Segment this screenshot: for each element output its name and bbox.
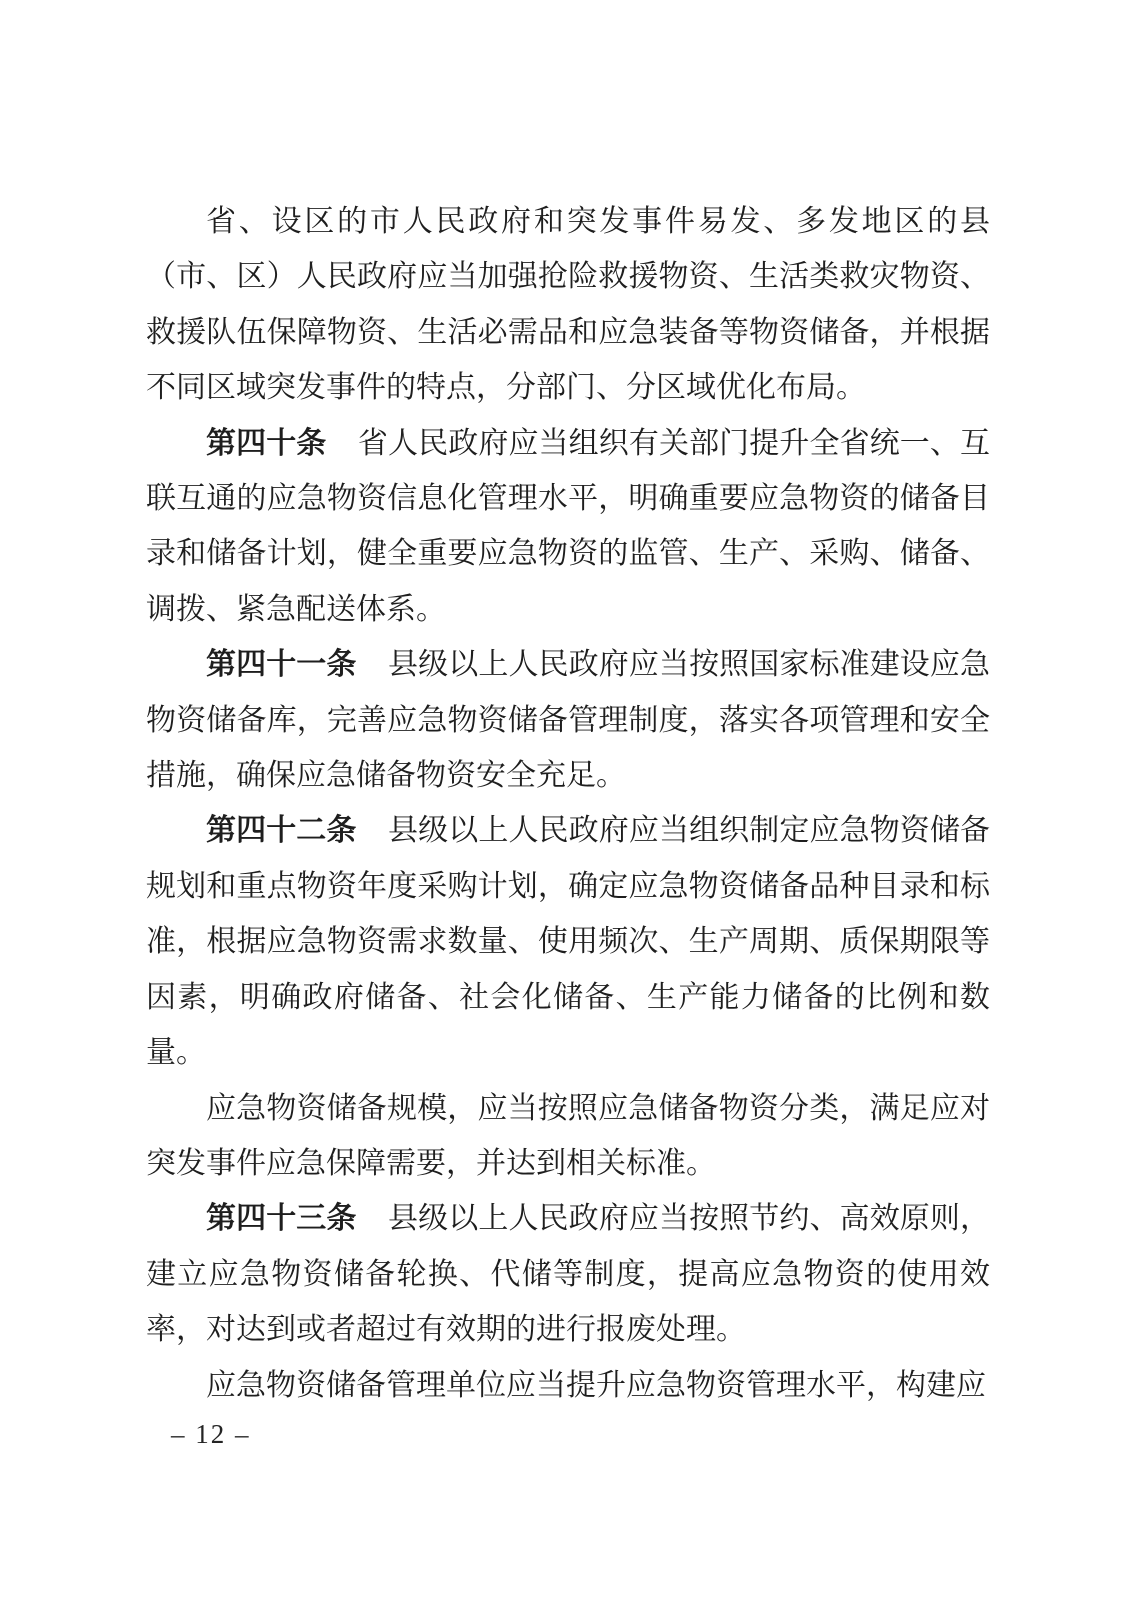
document-body <box>146 194 990 1413</box>
paragraph <box>146 1081 990 1192</box>
paragraph <box>146 416 990 638</box>
article-number: 第四十三条 <box>206 1202 357 1236</box>
paragraph <box>146 803 990 1080</box>
paragraph <box>146 1191 990 1357</box>
paragraph-text: 县级以上人民政府应当组织制定应急物资储备规划和重点物资年度采购计划，确定应急物资储备品种目录和标准，根据应急物资需求数量、使用频次、生产周期、质保期限等因素，明确政府储备、社会化储备、生产能力储备的比例和数量。 <box>146 814 991 1070</box>
paragraph-text: 应急物资储备规模，应当按照应急储备物资分类，满足应对突发事件应急保障需要，并达到相关标准。 <box>146 1091 990 1180</box>
article-number: 第四十条 <box>206 426 327 460</box>
paragraph-text: 省人民政府应当组织有关部门提升全省统一、互联互通的应急物资信息化管理水平，明确重要应急物资的储备目录和储备计划，健全重要应急物资的监管、生产、采购、储备、调拨、紧急配送体系。 <box>146 426 991 626</box>
paragraph-text: 省、设区的市人民政府和突发事件易发、多发地区的县（市、区）人民政府应当加强抢险救援物资、生活类救灾物资、救援队伍保障物资、生活必需品和应急装备等物资储备，并根据不同区域突发事件的特点，分部门、分区域优化布局。 <box>146 205 990 405</box>
paragraph-text: 应急物资储备管理单位应当提升应急物资管理水平，构建应 <box>206 1368 986 1402</box>
paragraph-text: 县级以上人民政府应当按照节约、高效原则，建立应急物资储备轮换、代储等制度，提高应急物资的使用效率，对达到或者超过有效期的进行报废处理。 <box>146 1202 991 1347</box>
paragraph <box>146 194 990 416</box>
paragraph-text: 县级以上人民政府应当按照国家标准建设应急物资储备库，完善应急物资储备管理制度，落实各项管理和安全措施，确保应急储备物资安全充足。 <box>146 648 991 793</box>
article-number: 第四十二条 <box>206 814 357 848</box>
paragraph <box>146 637 990 803</box>
article-number: 第四十一条 <box>206 648 357 682</box>
paragraph <box>146 1358 990 1413</box>
page-number: – 12 – <box>171 1419 251 1449</box>
